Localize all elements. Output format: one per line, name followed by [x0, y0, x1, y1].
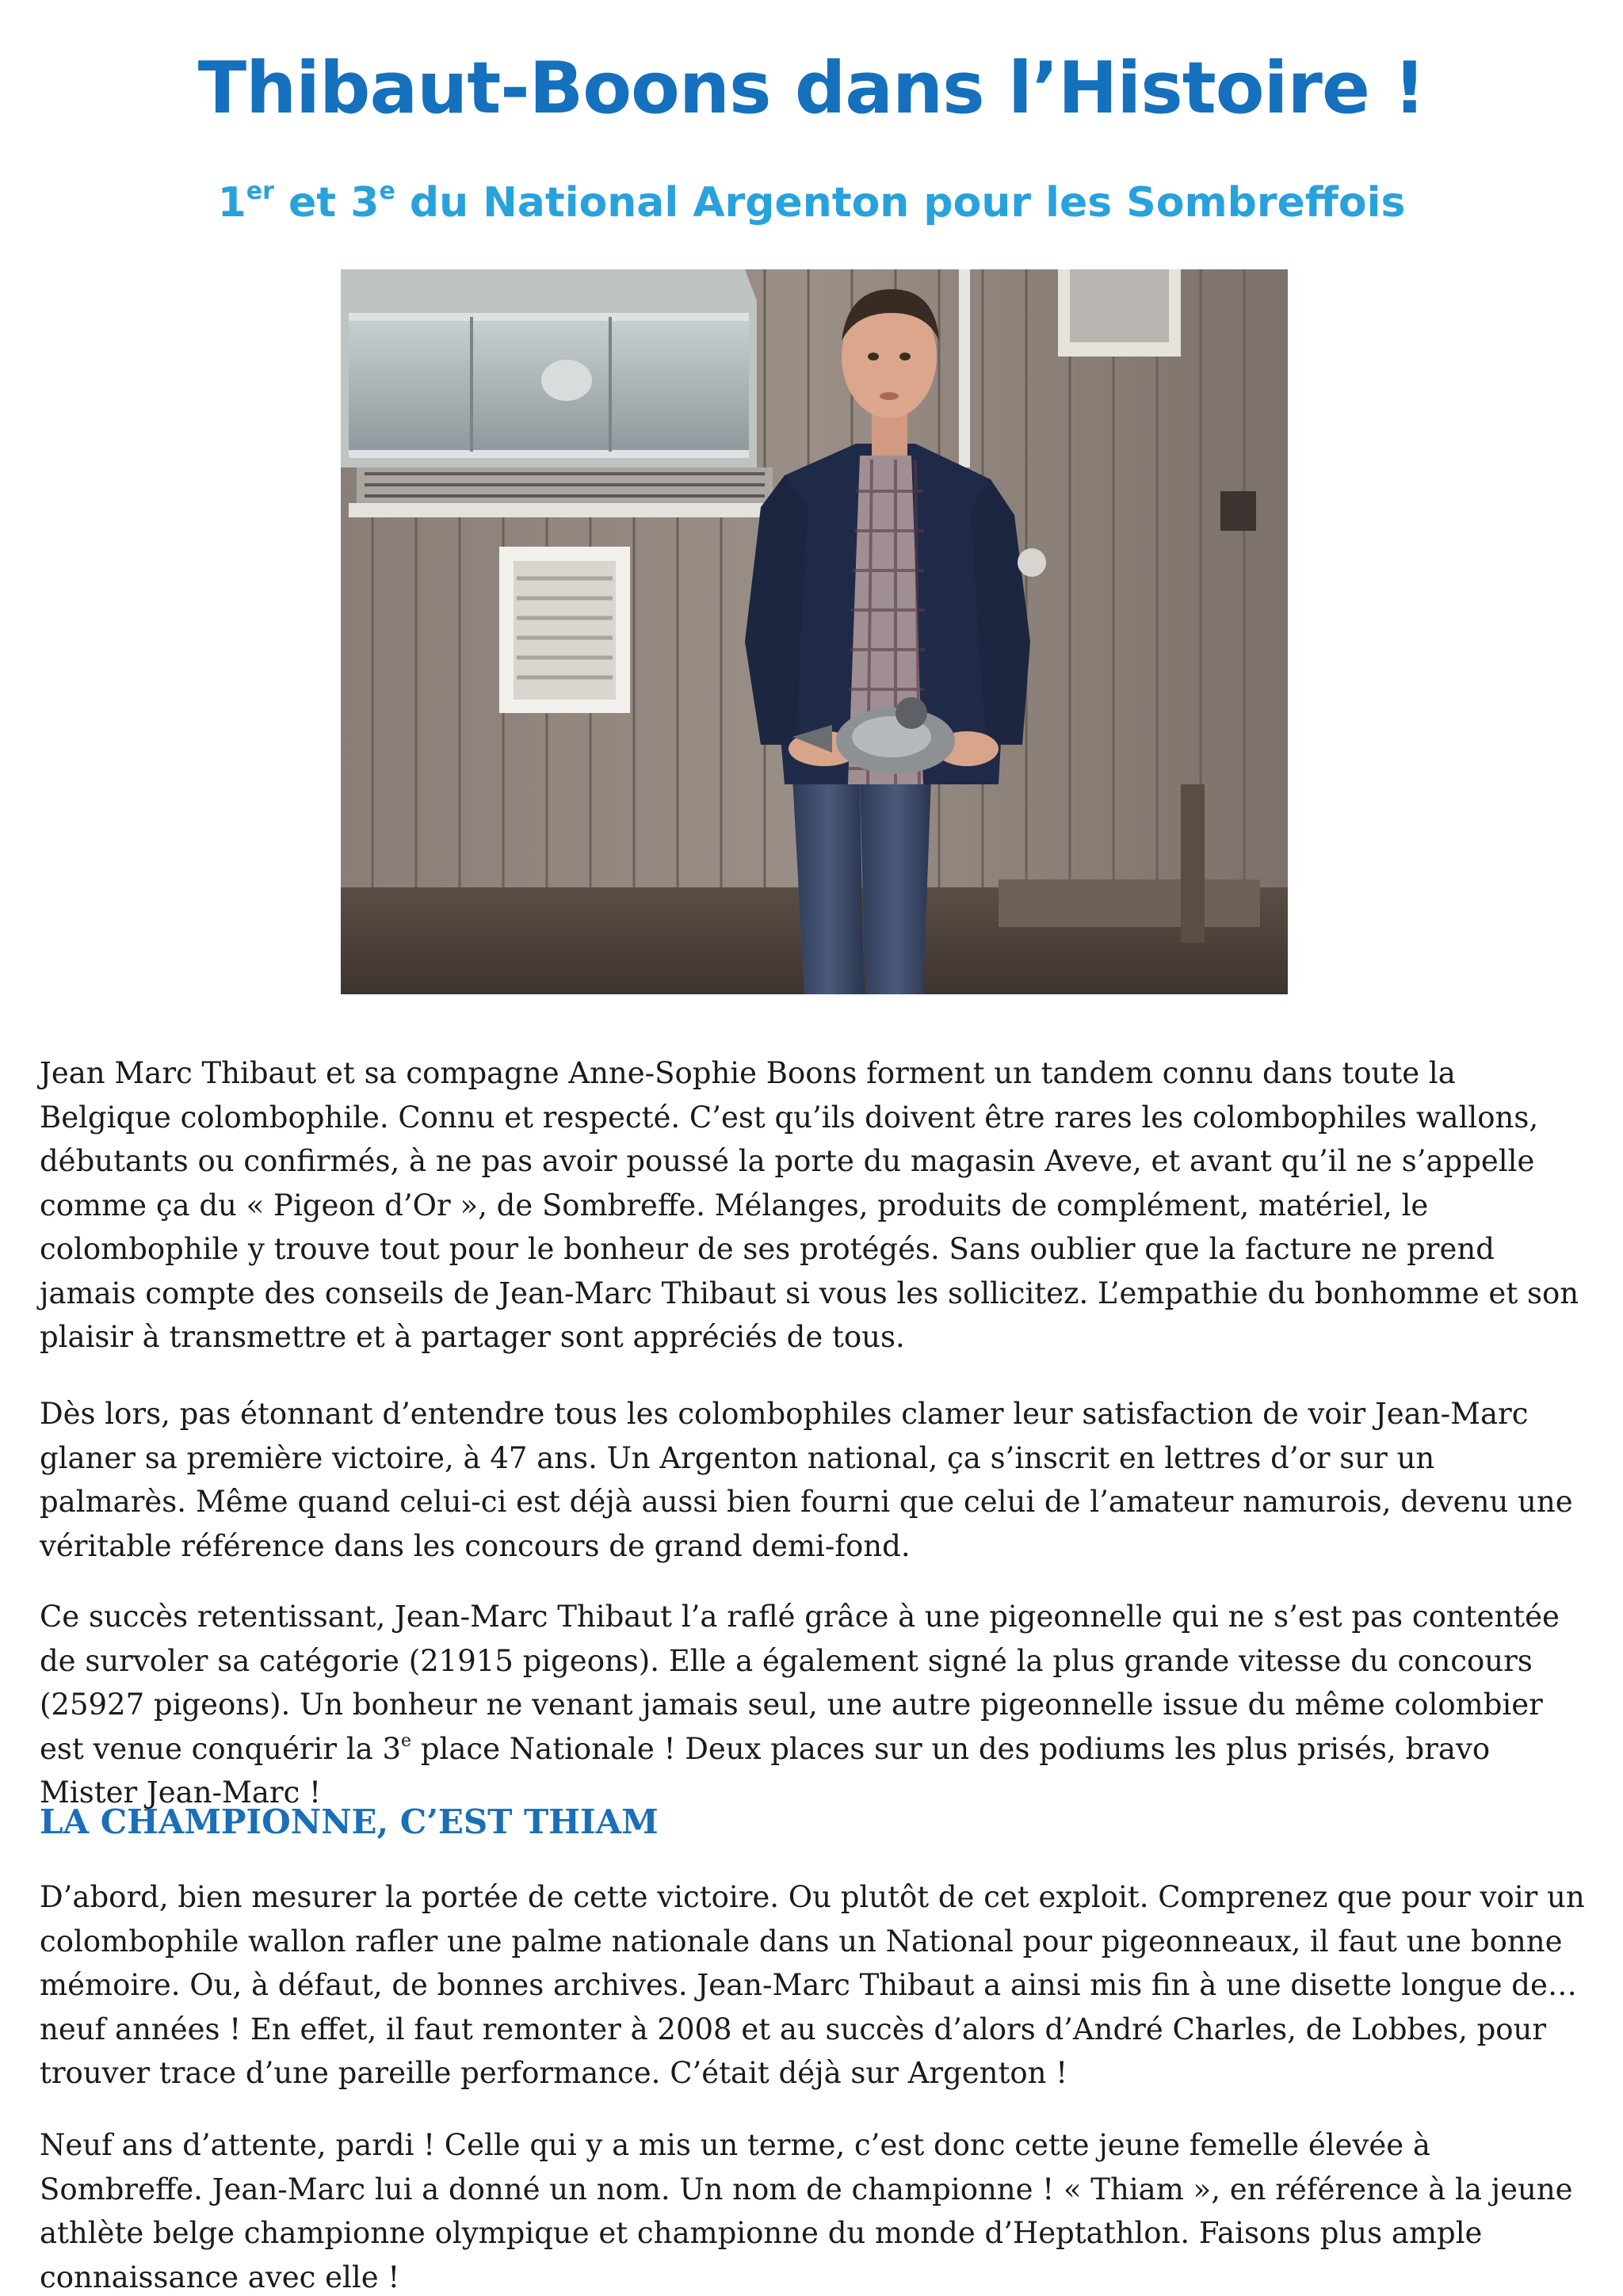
- paragraph-exploit: [40, 1875, 1589, 2096]
- subtitle-rank-third: et 3: [273, 179, 380, 227]
- paragraph-text: Dès lors, pas étonnant d’entendre tous les colombophiles clamer leur satisfaction de voir Jean-Marc glaner sa première victoire, à 47 ans. Un Argenton national, ça s’inscrit en lettres d’or sur un palmarès. Même quand celui-ci est déjà aussi bien fourni que celui de l’amateur namurois, devenu une véritable référence dans les concours de grand demi-fond.: [40, 1397, 1573, 1563]
- paragraph-thiam: [40, 2123, 1589, 2296]
- paragraph-text: Jean Marc Thibaut et sa compagne Anne-Sophie Boons forment un tandem connu dans toute la Belgique colombophile. Connu et respecté. C’est qu’ils doivent être rares les colombophiles wallons, débutants ou confirmés, à ne pas avoir poussé la porte du magasin Aveve, et avant qu’il ne s’appelle comme ça du « Pigeon d’Or », de Sombreffe. Mélanges, produits de complément, matériel, le colombophile y trouve tout pour le bonheur de ses protégés. Sans oublier que la facture ne prend jamais compte des conseils de Jean-Marc Thibaut si vous les sollicitez. L’empathie du bonhomme et son plaisir à transmettre et à partager sont appréciés de tous.: [40, 1056, 1579, 1354]
- subtitle-rank-first: 1: [217, 179, 246, 227]
- ordinal-suffix: e: [401, 1730, 412, 1751]
- paragraph-success: [40, 1595, 1589, 1815]
- subtitle-rank-first-suffix: er: [246, 177, 274, 205]
- paragraph-victory: [40, 1392, 1589, 1568]
- paragraph-text-part: place Nationale ! Deux places sur un des podiums les plus prisés, bravo Mister Jean-Marc !: [40, 1731, 1491, 1810]
- paragraph-text-part: Ce succès retentissant, Jean-Marc Thibaut l’a raflé grâce à une pigeonnelle qui ne s’est pas contentée de survoler sa catégorie (21915 pigeons). Elle a également signé la plus grande vitesse du concours (25927 pigeons). Un bonheur ne venant jamais seul, une autre pigeonnelle issue du même colombier est venue conquérir la 3: [40, 1600, 1560, 1766]
- article-subtitle: [0, 174, 1623, 231]
- article-title: Thibaut-Boons dans l’Histoire !: [197, 47, 1426, 130]
- section-heading: LA CHAMPIONNE, C’EST THIAM: [40, 1802, 659, 1841]
- subtitle-rank-third-suffix: e: [379, 177, 395, 205]
- paragraph-text: [40, 1595, 1589, 1815]
- paragraph-text: D’abord, bien mesurer la portée de cette victoire. Ou plutôt de cet exploit. Comprenez que pour voir un colombophile wallon rafler une palme nationale dans un National pour pigeonneaux, il faut une bonne mémoire. Ou, à défaut, de bonnes archives. Jean-Marc Thibaut a ainsi mis fin à une disette longue de… neuf années ! En effet, il faut remonter à 2008 et au succès d’alors d’André Charles, de Lobbes, pour trouver trace d’une pareille performance. C’était déjà sur Argenton !: [40, 1880, 1585, 2090]
- paragraph-intro: [40, 1051, 1589, 1360]
- paragraph-text: Neuf ans d’attente, pardi ! Celle qui y a mis un terme, c’est donc cette jeune femelle élevée à Sombreffe. Jean-Marc lui a donné un nom. Un nom de championne ! « Thiam », en référence à la jeune athlète belge championne olympique et championne du monde d’Heptathlon. Faisons plus ample connaissance avec elle !: [40, 2128, 1573, 2294]
- subtitle-text: du National Argenton pour les Sombreffois: [395, 179, 1406, 227]
- man-holding-pigeon-photo: [341, 269, 1288, 994]
